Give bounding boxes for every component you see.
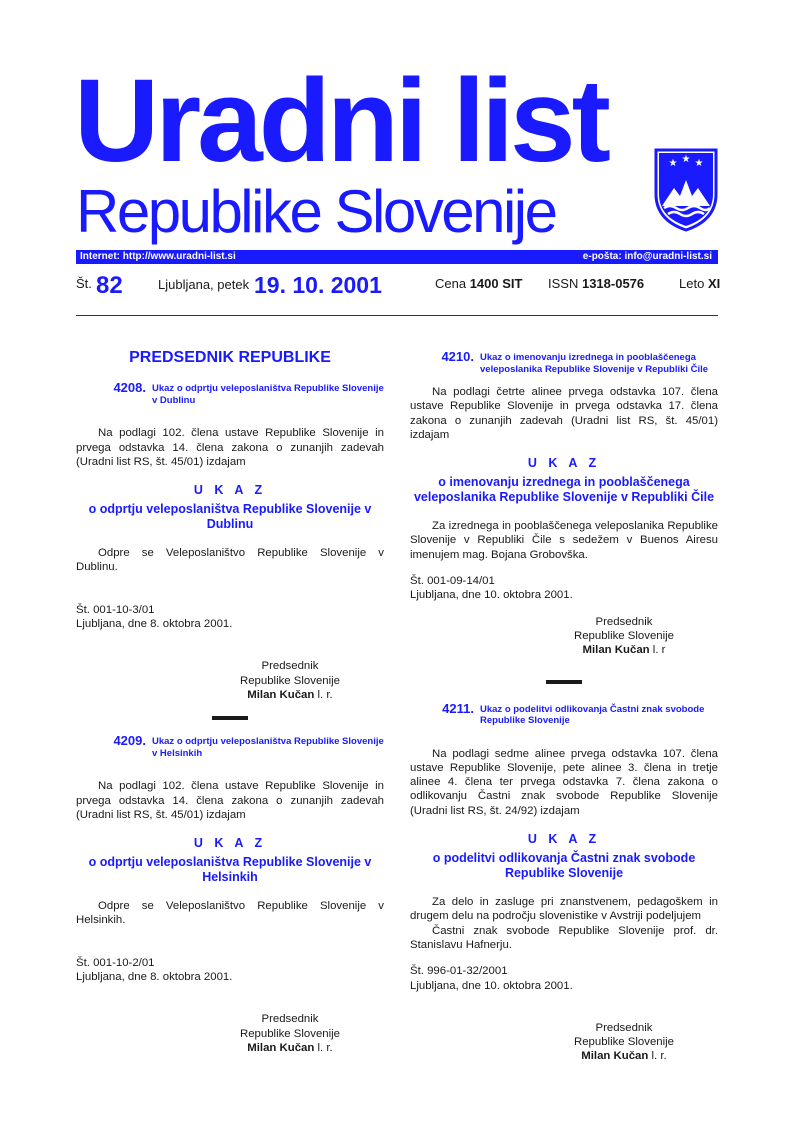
issue-place-day: Ljubljana, petek xyxy=(158,277,250,292)
email-link[interactable]: e-pošta: info@uradni-list.si xyxy=(582,251,712,262)
article-header-4210 xyxy=(410,350,718,375)
reference-number: Št. 001-10-2/01 xyxy=(76,956,155,969)
article-body: Za izrednega in pooblaščenega veleposlanika Republike Slovenije v Republiki Čile s sedežem v Buenos Airesu imenujem mag. Bojana Grobovška. xyxy=(410,520,718,561)
ukaz-heading: U K A Z o odprtju veleposlaništva Republike Slovenije v Dublinu xyxy=(88,483,372,532)
signature-block: Predsednik Republike Slovenije Milan Kučan l. r. xyxy=(239,660,341,701)
signatory-name: Milan Kučan xyxy=(581,1050,649,1063)
svg-text:★: ★ xyxy=(681,154,691,165)
article-header-4211 xyxy=(410,702,718,727)
ukaz-heading: U K A Z o podelitvi odlikovanja Častni znak svobode Republike Slovenije xyxy=(432,832,696,881)
article-number: 4210. xyxy=(441,349,474,364)
masthead-contact-bar xyxy=(76,250,718,264)
signature-block: Predsednik Republike Slovenije Milan Kučan l. r xyxy=(573,615,675,657)
ukaz-heading: U K A Z o odprtju veleposlaništva Republike Slovenije v Helsinkih xyxy=(88,836,372,885)
issue-issn: ISSN 1318-0576 xyxy=(548,276,645,291)
article-number: 4209. xyxy=(113,733,146,749)
left-column xyxy=(76,335,384,1055)
article-body-award: Častni znak svobode Republike Slovenije prof. dr. Stanislavu Hafnerju. xyxy=(410,924,718,951)
signature-block: Predsednik Republike Slovenije Milan Kučan l. r. xyxy=(239,1013,341,1054)
signatory-name: Milan Kučan xyxy=(582,644,650,657)
issue-year: Leto XI xyxy=(679,276,721,291)
article-title: Ukaz o odprtju veleposlaništva Republike Slovenije v Dublinu xyxy=(152,383,384,406)
internet-link[interactable]: Internet: http://www.uradni-list.si xyxy=(80,251,236,262)
header-rule xyxy=(76,315,718,316)
article-divider xyxy=(212,716,248,720)
issue-number: 82 xyxy=(96,272,123,299)
article-title: Ukaz o podelitvi odlikovanja Častni znak svobode Republike Slovenije xyxy=(480,703,705,727)
article-intro: Na podlagi sedme alinee prvega odstavka 107. člena ustave Republike Slovenije, pete alinee 3. člena in tretje alinee 4. člena ter prvega odstavka 7. člena zakona o odlikovanju Častni znak svobode Republike Slovenije (Uradni list RS, št. 24/92) izdajam xyxy=(410,747,718,817)
article-body: Odpre se Veleposlaništvo Republike Slovenije v Dublinu. xyxy=(76,547,384,574)
masthead-subtitle: Republike Slovenije xyxy=(76,178,556,245)
section-title: PREDSEDNIK REPUBLIKE xyxy=(129,349,331,366)
reference-number: Št. 996-01-32/2001 xyxy=(410,965,508,978)
article-intro: Na podlagi četrte alinee prvega odstavka 107. člena ustave Republike Slovenije in prvega odstavka 17. člena zakona o zunanjih zadevah (Uradni list RS, št. 45/01) izdajam xyxy=(410,386,718,441)
article-body: Za delo in zasluge pri znanstvenem, pedagoškem in drugem delu na področju slovenistike v Avstriji podeljujem xyxy=(410,896,718,923)
article-intro: Na podlagi 102. člena ustave Republike Slovenije in prvega odstavka 14. člena zakona o zunanjih zadevah (Uradni list RS, št. 45/01) izdajam xyxy=(76,780,384,821)
article-body: Odpre se Veleposlaništvo Republike Slovenije v Helsinkih. xyxy=(76,900,384,927)
signature-block: Predsednik Republike Slovenije Milan Kučan l. r. xyxy=(573,1021,675,1063)
right-column xyxy=(410,350,718,1064)
issue-place-date: Ljubljana, dne 8. oktobra 2001. xyxy=(76,618,233,631)
svg-text:★: ★ xyxy=(694,158,704,169)
reference-number: Št. 001-10-3/01 xyxy=(76,603,155,616)
issue-place-date: Ljubljana, dne 10. oktobra 2001. xyxy=(410,979,573,992)
article-header-4209 xyxy=(76,734,384,759)
ukaz-heading: U K A Z o imenovanju izrednega in pooblaščenega veleposlanika Republike Slovenije v Republiki Čile xyxy=(413,456,715,505)
signatory-name: Milan Kučan xyxy=(247,1041,315,1054)
signatory-name: Milan Kučan xyxy=(247,688,315,701)
article-divider xyxy=(546,680,582,684)
issue-place-date: Ljubljana, dne 8. oktobra 2001. xyxy=(76,971,233,984)
issue-place-date: Ljubljana, dne 10. oktobra 2001. xyxy=(410,589,573,602)
reference-number: Št. 001-09-14/01 xyxy=(410,575,495,588)
article-title: Ukaz o odprtju veleposlaništva Republike Slovenije v Helsinkih xyxy=(152,736,384,759)
issue-price: Cena 1400 SIT xyxy=(435,276,523,291)
issue-date: 19. 10. 2001 xyxy=(254,272,382,298)
article-title: Ukaz o imenovanju izrednega in pooblaščenega veleposlanika Republike Slovenije v Republiki Čile xyxy=(480,352,709,375)
svg-text:★: ★ xyxy=(668,158,678,169)
article-number: 4211. xyxy=(442,700,474,716)
article-header-4208 xyxy=(76,381,384,406)
coat-of-arms-icon xyxy=(652,146,720,232)
masthead-title: Uradni list xyxy=(74,55,607,187)
article-intro: Na podlagi 102. člena ustave Republike Slovenije in prvega odstavka 14. člena zakona o zunanjih zadevah (Uradni list RS, št. 45/01) izdajam xyxy=(76,427,384,468)
issue-number-label: Št. xyxy=(76,276,92,291)
article-number: 4208. xyxy=(113,380,146,396)
